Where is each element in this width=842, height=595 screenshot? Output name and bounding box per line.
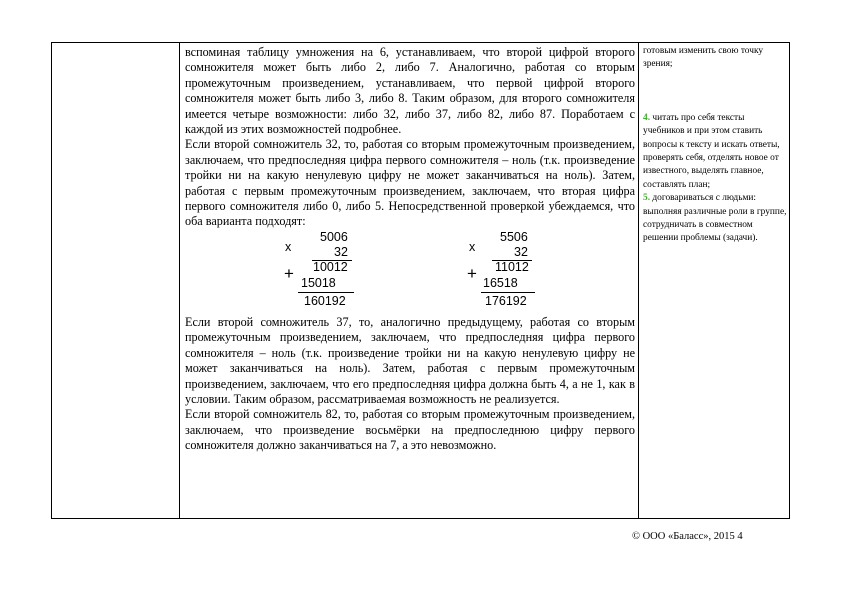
product-result: 160192 [304,293,346,308]
product-result: 176192 [485,293,527,308]
paragraph-4: Если второй сомножитель 82, то, работая со вторым промежуточным произведением, заключаем, что произведение восьмёрки на предпоследнюю цифру первого сомножителя должно заканчиваться на 7, а это невозможно. [185,407,635,453]
side-item-5 [643,192,787,246]
side-column [643,45,787,246]
paragraph-3: Если второй сомножитель 37, то, аналогично предыдущему, работая со вторым промежуточным произведением, заключаем, что предпоследняя цифра первого сомножителя – ноль (т.к. произведение тройки ни на какую ненулевую цифру не может заканчиваться на ноль). Затем, работая с первым промежуточным произведением, заключаем, что его предпоследняя цифра должна быть 4, а не 1, как в условии. Таким образом, рассматриваемая возможность не реализуется. [185,314,635,406]
paragraph-2: Если второй сомножитель 32, то, работая со вторым промежуточным произведением, заключаем, что предпоследняя цифра первого сомножителя – ноль (т.к. произведение тройки ни на какую ненулевую цифру не может заканчиваться на ноль). Затем, работая с первым промежуточным произведением, заключаем, что вторая цифра первого сомножителя либо 0, либо 5. Непосредственной проверкой убеждаемся, что оба варианта подходят: [185,137,635,229]
plus-sign: + [284,263,294,283]
multiplicand: 5506 [500,229,528,244]
table-divider-right [638,43,639,518]
multiplier: 32 [334,244,348,259]
partial-product-1: 11012 [495,259,529,274]
side-item-1: готовым изменить свою точку зрения; [643,46,764,70]
partial-product-2: 15018 [301,275,336,290]
times-sign: x [285,239,292,254]
item-number: 4. [643,112,651,123]
side-item-4 [643,112,787,192]
page-footer: © ООО «Баласс», 2015 4 [632,531,743,542]
paragraph-1: вспоминая таблицу умножения на 6, устанавливаем, что второй цифрой второго сомножителя может быть либо 2, либо 7. Аналогично, работая со вторым промежуточным произведением, устанавливаем, что первой цифрой второго сомножителя может быть либо 3, либо 8. Таким образом, для второго сомножителя имеется четыре возможности: либо 32, либо 37, либо 82, либо 87. Поработаем с каждой из этих возможностей подробнее. [185,45,635,137]
partial-product-1: 10012 [313,259,348,274]
underline [481,292,535,293]
multiplier: 32 [514,244,528,259]
table-divider-left [179,43,180,518]
item-text: читать про себя тексты учебников и при этом ставить вопросы к тексту и искать ответы, проверять себя, отделять новое от известного, выделять главное, составлять план; [643,112,780,190]
times-sign: x [469,239,476,254]
multiplication-examples [185,230,635,315]
main-column [185,45,635,454]
content-table [51,42,790,519]
item-number: 5. [643,193,651,204]
underline [298,292,354,293]
multiplicand: 5006 [320,229,348,244]
plus-sign: + [467,263,477,283]
item-text: договариваться с людьми: выполняя различные роли в группе, сотрудничать в совместном решении проблемы (задачи). [643,193,787,244]
partial-product-2: 16518 [483,275,518,290]
